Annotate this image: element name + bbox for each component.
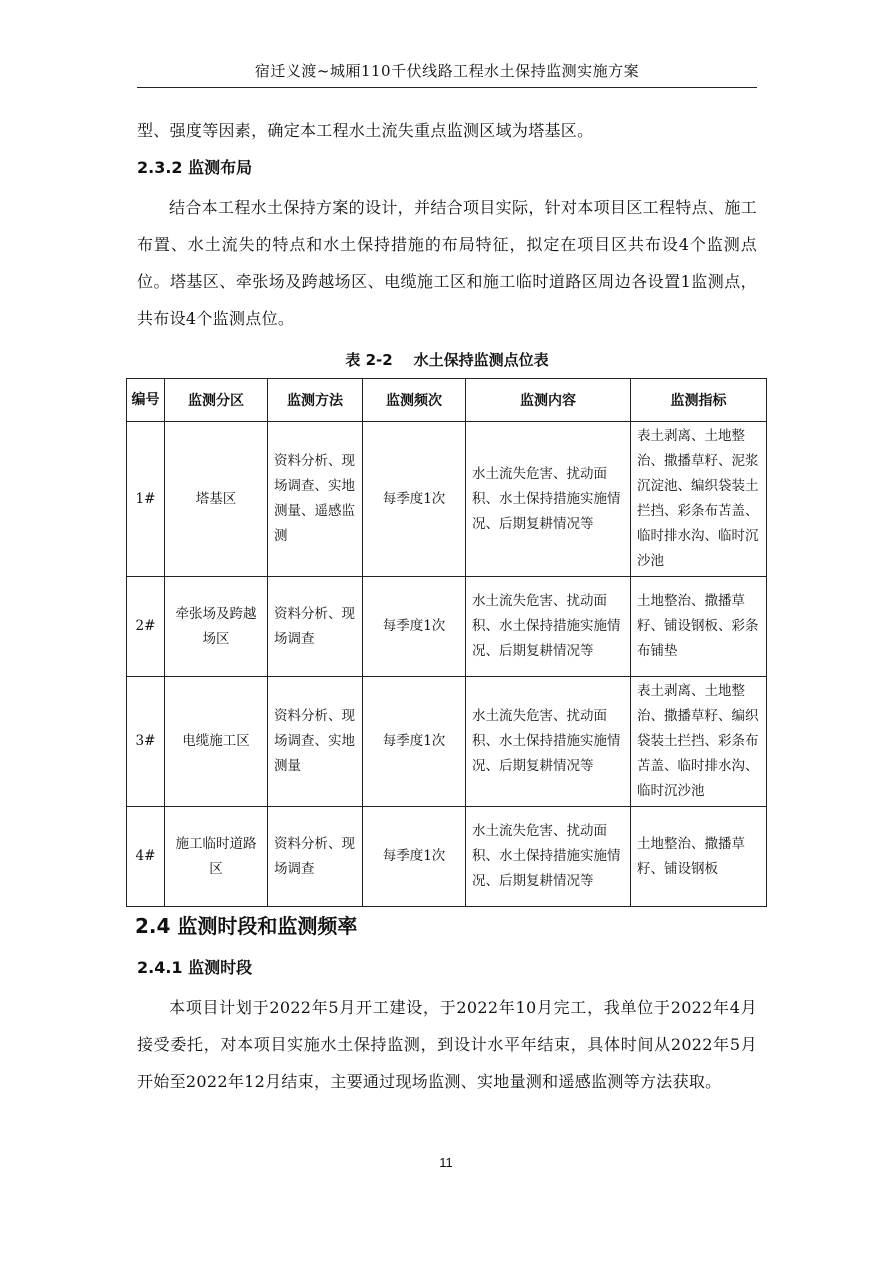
- col-header-frequency: 监测频次: [363, 379, 466, 422]
- cell-zone: 牵张场及跨越场区: [165, 577, 268, 677]
- cell-no: 1#: [127, 422, 165, 577]
- cell-frequency: 每季度1次: [363, 807, 466, 907]
- cell-content: 水土流失危害、扰动面积、水土保持措施实施情况、后期复耕情况等: [466, 807, 631, 907]
- page-number: 11: [439, 1155, 453, 1170]
- cell-content: 水土流失危害、扰动面积、水土保持措施实施情况、后期复耕情况等: [466, 577, 631, 677]
- cell-index: 表土剥离、土地整治、撒播草籽、编织袋装土拦挡、彩条布苫盖、临时排水沟、临时沉沙池: [631, 677, 767, 807]
- cell-method: 资料分析、现场调查: [268, 577, 363, 677]
- col-header-no: 编号: [127, 379, 165, 422]
- cell-index: 表土剥离、土地整治、撒播草籽、泥浆沉淀池、编织袋装土拦挡、彩条布苫盖、临时排水沟、临时沉沙池: [631, 422, 767, 577]
- page-header: 宿迁义渡~城厢110千伏线路工程水土保持监测实施方案: [137, 60, 757, 88]
- cell-zone: 施工临时道路区: [165, 807, 268, 907]
- intro-paragraph: 型、强度等因素，确定本工程水土流失重点监测区域为塔基区。: [137, 121, 594, 140]
- cell-content: 水土流失危害、扰动面积、水土保持措施实施情况、后期复耕情况等: [466, 677, 631, 807]
- section-2-4-1-paragraph: 本项目计划于2022年5月开工建设，于2022年10月完工，我单位于2022年4月接受委托，对本项目实施水土保持监测，到设计水平年结束，具体时间从2022年5月开始至2022年12月结束，主要通过现场监测、实地量测和遥感监测等方法获取。: [137, 998, 757, 1091]
- section-2-4-1-heading: 2.4.1 监测时段: [137, 958, 253, 977]
- cell-method: 资料分析、现场调查、实地测量: [268, 677, 363, 807]
- cell-frequency: 每季度1次: [363, 577, 466, 677]
- table-row: [127, 807, 767, 907]
- cell-zone: 塔基区: [165, 422, 268, 577]
- cell-frequency: 每季度1次: [363, 422, 466, 577]
- cell-no: 3#: [127, 677, 165, 807]
- cell-index: 土地整治、撒播草籽、铺设钢板、彩条布铺垫: [631, 577, 767, 677]
- monitoring-points-table: [126, 378, 767, 907]
- section-2-4-heading: 2.4 监测时段和监测频率: [135, 914, 358, 938]
- cell-no: 2#: [127, 577, 165, 677]
- col-header-method: 监测方法: [268, 379, 363, 422]
- table-header-row: [127, 379, 767, 422]
- cell-index: 土地整治、撒播草籽、铺设钢板: [631, 807, 767, 907]
- cell-method: 资料分析、现场调查: [268, 807, 363, 907]
- cell-no: 4#: [127, 807, 165, 907]
- col-header-index: 监测指标: [631, 379, 767, 422]
- cell-content: 水土流失危害、扰动面积、水土保持措施实施情况、后期复耕情况等: [466, 422, 631, 577]
- table-row: [127, 577, 767, 677]
- section-2-3-2-heading: 2.3.2 监测布局: [137, 158, 253, 177]
- table-caption: 表 2-2 水土保持监测点位表: [345, 351, 549, 369]
- cell-zone: 电缆施工区: [165, 677, 268, 807]
- col-header-content: 监测内容: [466, 379, 631, 422]
- section-2-3-2-paragraph: 结合本工程水土保持方案的设计，并结合项目实际，针对本项目区工程特点、施工布置、水土流失的特点和水土保持措施的布局特征，拟定在项目区共布设4个监测点位。塔基区、牵张场及跨越场区、电缆施工区和施工临时道路区周边各设置1监测点，共布设4个监测点位。: [137, 198, 757, 328]
- cell-method: 资料分析、现场调查、实地测量、遥感监测: [268, 422, 363, 577]
- col-header-zone: 监测分区: [165, 379, 268, 422]
- table-row: [127, 677, 767, 807]
- table-row: [127, 422, 767, 577]
- page-content: [131, 112, 759, 1100]
- cell-frequency: 每季度1次: [363, 677, 466, 807]
